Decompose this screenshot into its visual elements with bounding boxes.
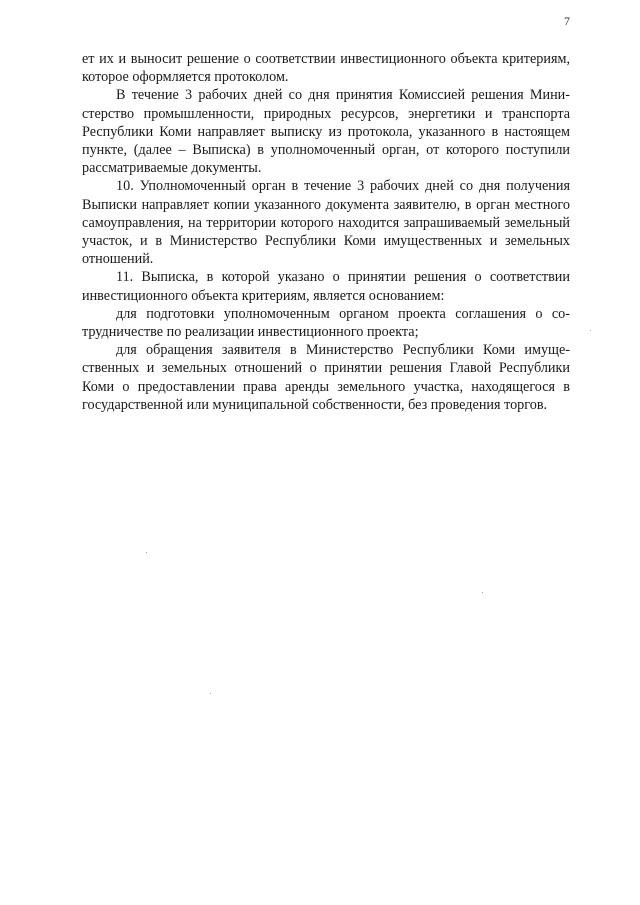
paragraph-basis-lease: для обращения заявителя в Министерство Республики Коми имущественных и земельных отношений о принятии решения Главой Республики Коми о предоставлении права аренды земельного участка, находящегося в государственной или муниципальной собственности, без проведения торгов. [82, 342, 570, 413]
paragraph-item-10: 10. Уполномоченный орган в течение 3 рабочих дней со дня получения Выписки направляет копии указанного документа заявителю, в орган местного самоуправления, на территории которого находится запрашиваемый земельный участок, и в Министерство Республики Коми имущественных и земельных отношений. [82, 178, 570, 268]
paragraph-ministry-notice: В течение 3 рабочих дней со дня принятия Комиссией решения Министерство промышленности, природных ресурсов, энергетики и транспорта Республики Коми направляет выписку из протокола, указанного в настоящем пункте, (далее – Выписка) в уполномоченный орган, от которого поступили рассматриваемые документы. [82, 87, 570, 177]
paragraph-item-11: 11. Выписка, в которой указано о принятии решения о соответствии инвестиционного объекта критериям, является основанием: [82, 269, 570, 304]
paragraph-basis-agreement: для подготовки уполномоченным органом проекта соглашения о сотрудничестве по реализации инвестиционного проекта; [82, 305, 570, 341]
scan-speck [210, 693, 211, 694]
scan-speck [482, 592, 483, 593]
paragraph-continuation: ет их и выносит решение о соответствии инвестиционного объекта критериям, которое оформляется протоколом. [82, 51, 570, 86]
scan-speck [146, 552, 147, 553]
document-body [82, 50, 570, 414]
scan-speck [590, 330, 591, 331]
page-number: 7 [564, 14, 570, 28]
